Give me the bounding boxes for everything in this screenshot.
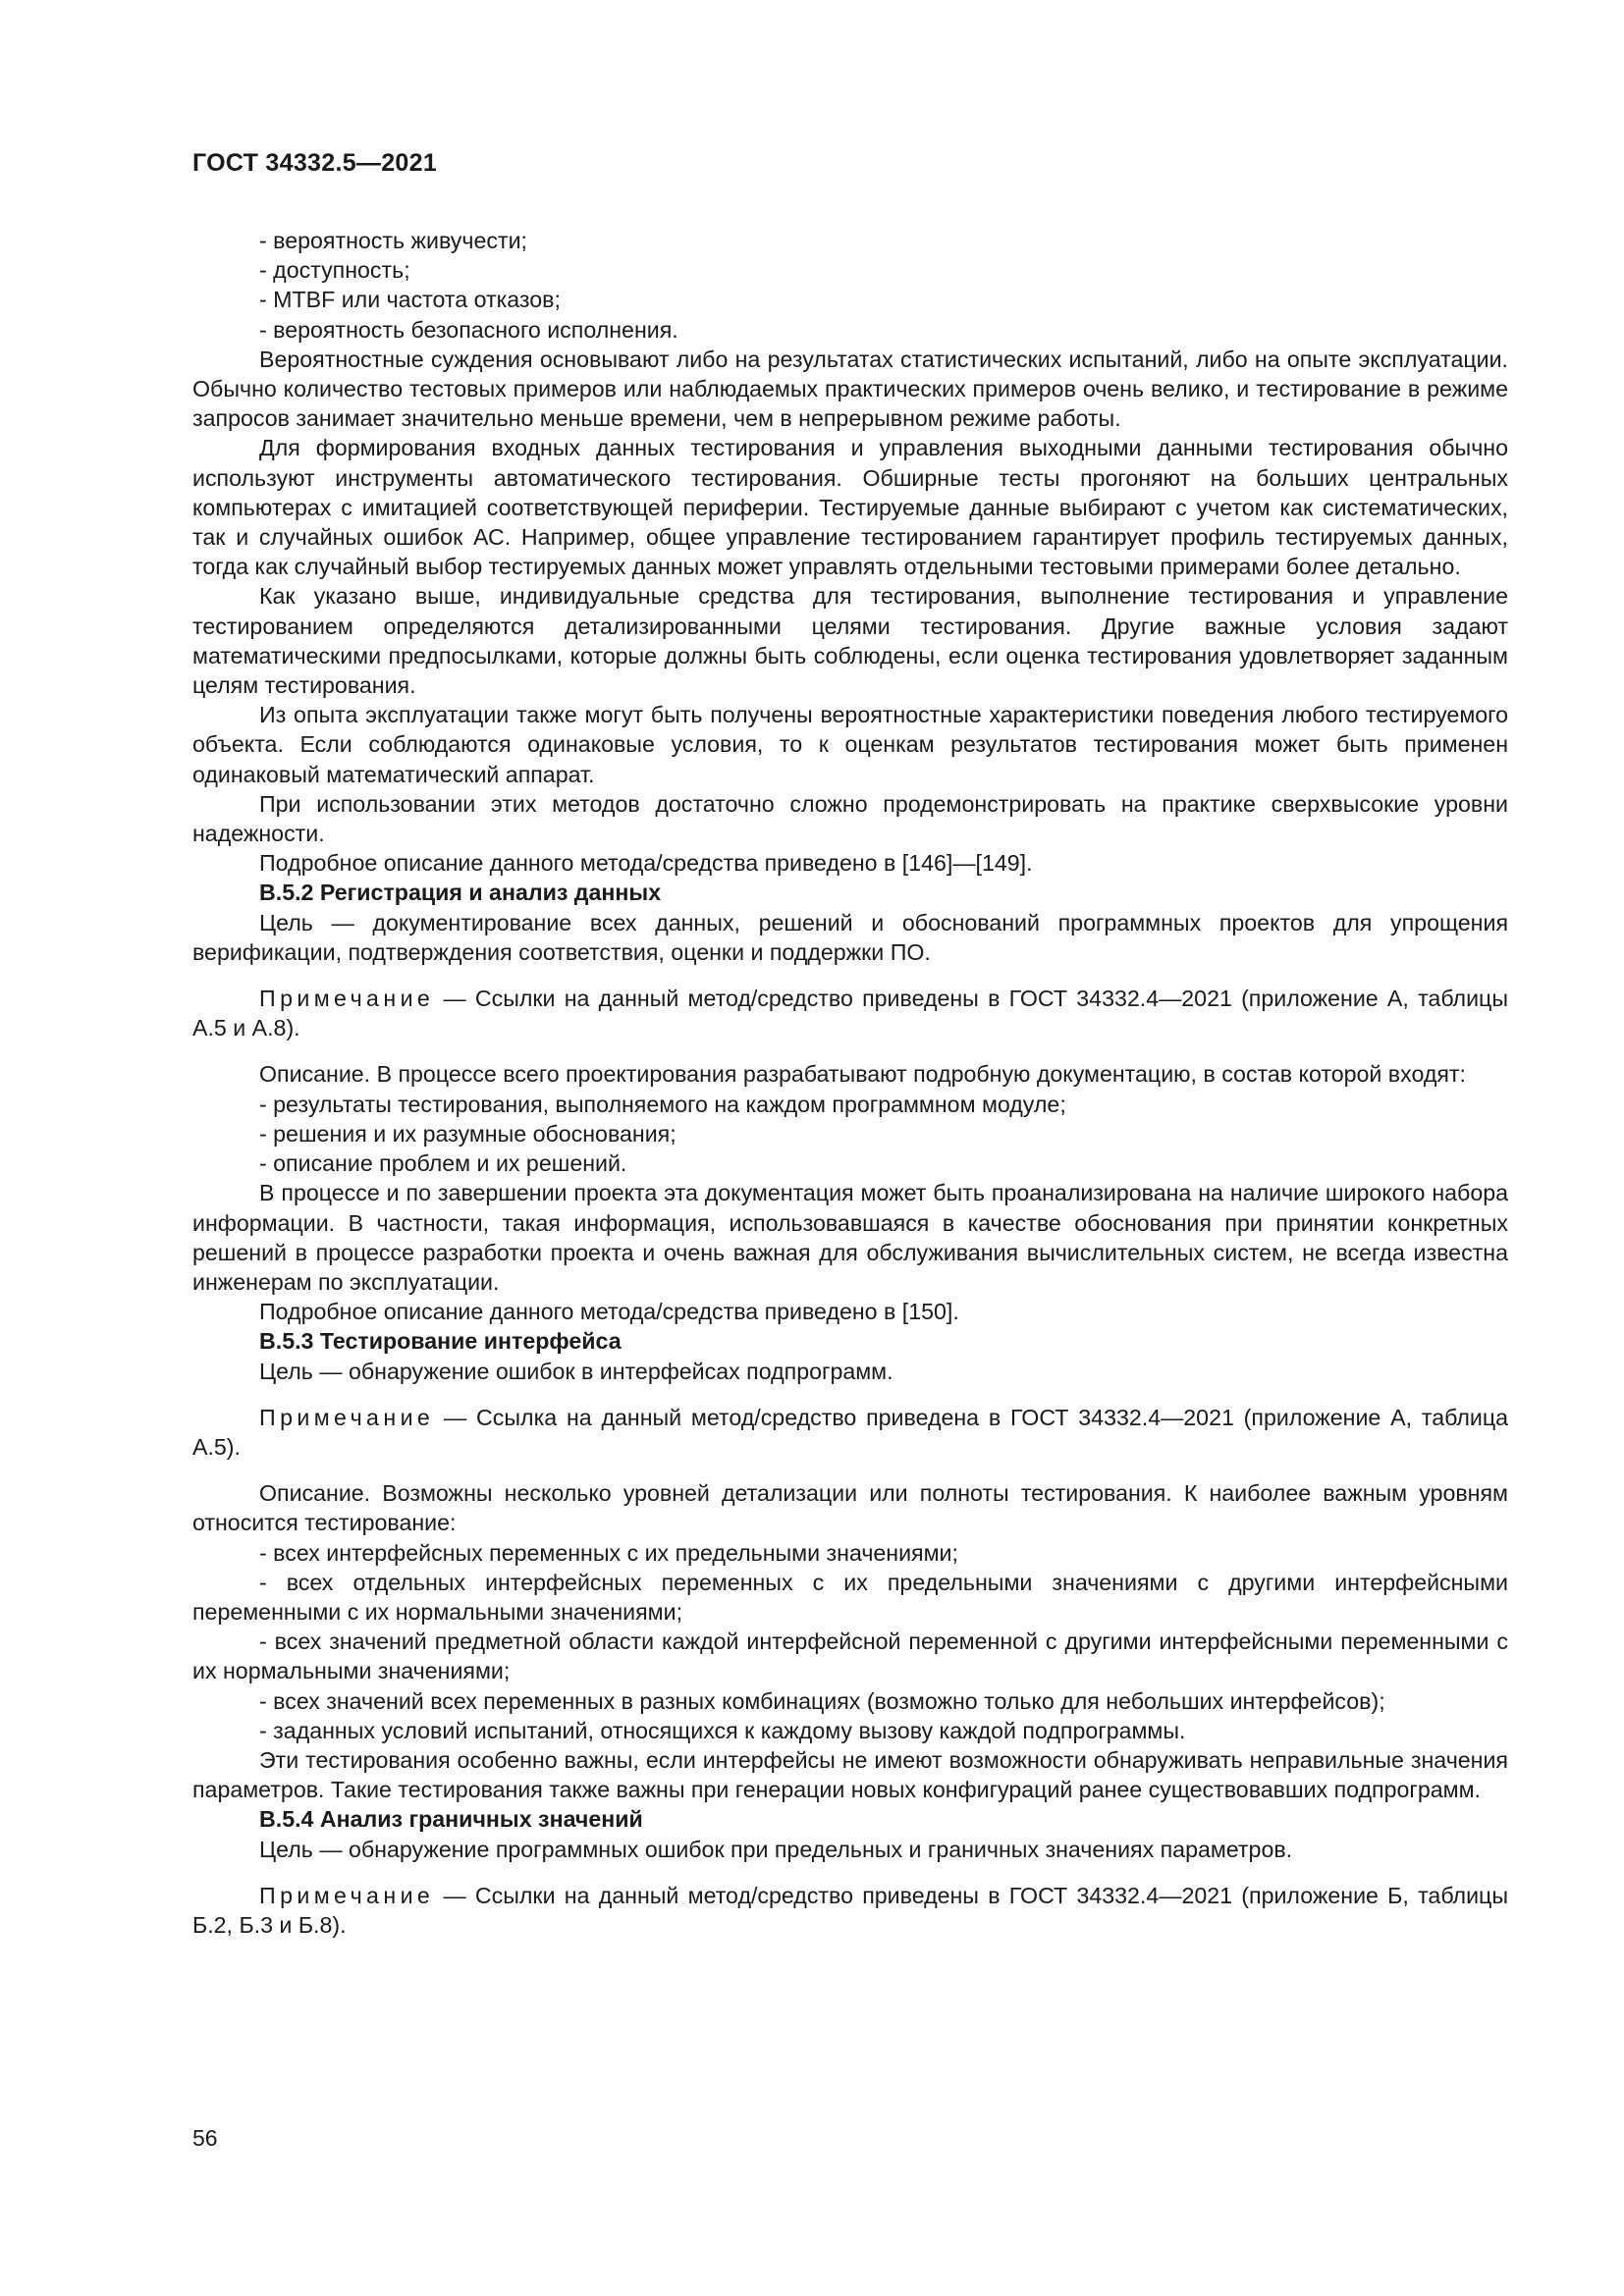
list-item: - всех интерфейсных переменных с их предельными значениями; — [259, 1539, 958, 1566]
paragraph: В процессе и по завершении проекта эта документация может быть проанализирована на наличие широкого набора информации. В частности, такая информация, использовавшаяся в качестве обоснования при принятии конкретных решений в процессе разработки проекта и очень важная для обслуживания вычислительных систем, не всегда известна инженерам по эксплуатации. — [192, 1180, 1508, 1295]
reference-paragraph: Подробное описание данного метода/средства приведено в [150]. — [259, 1299, 959, 1325]
paragraph: Из опыта эксплуатации также могут быть получены вероятностные характеристики поведения любого тестируемого объекта. Если соблюдаются одинаковые условия, то к оценкам результатов тестирования может быть применен одинаковый математический аппарат. — [192, 702, 1508, 787]
page-number: 56 — [192, 2125, 218, 2151]
paragraph: Вероятностные суждения основывают либо на результатах статистических испытаний, либо на опыте эксплуатации. Обычно количество тестовых примеров или наблюдаемых практических примеров очень велико, и тестирование в режиме запросов занимает значительно меньше времени, чем в непрерывном режиме работы. — [192, 346, 1508, 432]
section-goal: Цель — документирование всех данных, решений и обоснований программных проектов для упрощения верификации, подтверждения соответствия, оценки и поддержки ПО. — [192, 909, 1508, 965]
note — [192, 1881, 1508, 1940]
section-description: Описание. В процессе всего проектирования разрабатывают подробную документацию, в состав которой входят: — [259, 1061, 1466, 1088]
section-goal: Цель — обнаружение программных ошибок при предельных и граничных значениях параметров. — [259, 1836, 1293, 1862]
paragraph: Для формирования входных данных тестирования и управления выходными данными тестирования обычно используют инструменты автоматического тестирования. Обширные тесты прогоняют на больших центральных компьютерах с имитацией соответствующей периферии. Тестируемые данные выбирают с учетом как систематических, так и случайных ошибок АС. Например, общее управление тестированием гарантирует профиль тестируемых данных, тогда как случайный выбор тестируемых данных может управлять отдельными тестовыми примерами более детально. — [192, 435, 1508, 580]
note-label: Примечание — [259, 1882, 435, 1908]
list-item: - всех значений предметной области каждой интерфейсной переменной с другими интерфейсными переменными с их нормальными значениями; — [192, 1629, 1508, 1684]
note-label: Примечание — [259, 986, 435, 1012]
section-heading: В.5.4 Анализ граничных значений — [259, 1806, 643, 1833]
list-item: - доступность; — [259, 257, 410, 284]
list-item: - вероятность живучести; — [259, 228, 527, 253]
note-text: — Ссылки на данный метод/средство приведены в ГОСТ 34332.4—2021 (приложение А, таблицы А.5 и А.8). — [192, 986, 1508, 1041]
reference-paragraph: Подробное описание данного метода/средства приведено в [146]—[149]. — [259, 850, 1033, 877]
note — [192, 1403, 1508, 1462]
list-item: - всех значений всех переменных в разных комбинациях (возможно только для небольших интерфейсов); — [259, 1687, 1385, 1714]
list-item: - всех отдельных интерфейсных переменных с их предельными значениями с другими интерфейсными переменными с их нормальными значениями; — [192, 1569, 1508, 1625]
list-item: - результаты тестирования, выполняемого на каждом программном модуле; — [259, 1091, 1066, 1117]
note — [192, 984, 1508, 1042]
list-item: - вероятность безопасного исполнения. — [259, 316, 678, 343]
note-label: Примечание — [259, 1404, 435, 1430]
list-item: - решения и их разумные обоснования; — [259, 1120, 677, 1147]
list-item: - описание проблем и их решений. — [259, 1150, 627, 1177]
note-text: — Ссылка на данный метод/средство приведена в ГОСТ 34332.4—2021 (приложение А, таблица А.5). — [192, 1404, 1508, 1460]
section-goal: Цель — обнаружение ошибок в интерфейсах подпрограмм. — [259, 1358, 893, 1384]
list-item: - заданных условий испытаний, относящихся к каждому вызову каждой подпрограммы. — [259, 1717, 1186, 1743]
paragraph: Эти тестирования особенно важны, если интерфейсы не имеют возможности обнаруживать неправильные значения параметров. Такие тестирования также важны при генерации новых конфигураций ранее существовавших подпрограмм. — [192, 1746, 1508, 1803]
note-text: — Ссылки на данный метод/средство приведены в ГОСТ 34332.4—2021 (приложение Б, таблицы Б.2, Б.3 и Б.8). — [192, 1882, 1508, 1938]
document-body — [192, 226, 1508, 1956]
document-title: ГОСТ 34332.5—2021 — [192, 149, 438, 177]
paragraph: При использовании этих методов достаточно сложно продемонстрировать на практике сверхвысокие уровни надежности. — [192, 790, 1508, 847]
section-heading: В.5.2 Регистрация и анализ данных — [259, 880, 662, 906]
list-item: - MTBF или частота отказов; — [259, 287, 561, 313]
section-heading: В.5.3 Тестирование интерфейса — [259, 1328, 622, 1355]
section-description: Описание. Возможны несколько уровней детализации или полноты тестирования. К наиболее важным уровням относится тестирование: — [192, 1480, 1508, 1536]
paragraph: Как указано выше, индивидуальные средства для тестирования, выполнение тестирования и управление тестированием определяются детализированными целями тестирования. Другие важные условия задают математическими предпосылками, которые должны быть соблюдены, если оценка тестирования удовлетворяет заданным целям тестирования. — [192, 583, 1508, 699]
